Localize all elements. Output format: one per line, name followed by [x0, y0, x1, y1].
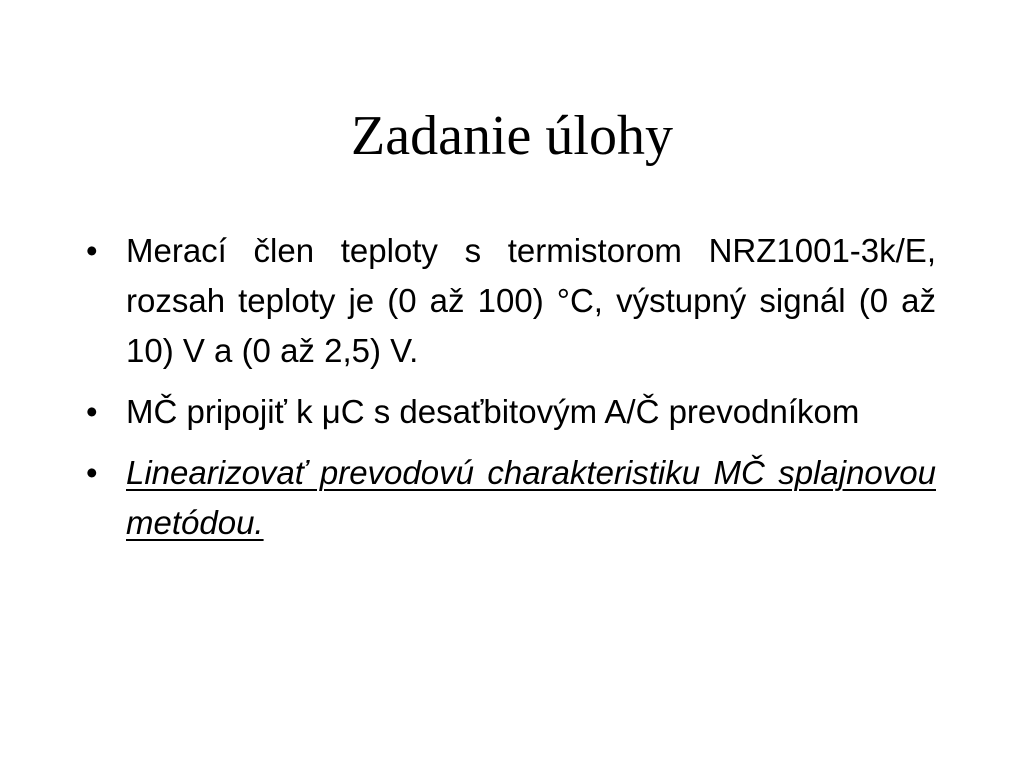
slide-title: Zadanie úlohy	[351, 105, 673, 167]
bullet-item-sensor	[86, 226, 936, 376]
bullet-list	[86, 226, 936, 548]
bullet-item-connection	[86, 387, 936, 437]
bullet-icon: •	[86, 232, 98, 269]
bullet-item-linearization	[86, 448, 936, 548]
bullet-icon: •	[86, 393, 98, 430]
bullet-text: Merací člen teploty s termistorom NRZ1001-3k/E, rozsah teploty je (0 až 100) °C, výstupný signál (0 až 10) V a (0 až 2,5) V.	[126, 232, 936, 369]
bullet-text-emphasized: Linearizovať prevodovú charakteristiku MČ splajnovou metódou.	[126, 454, 936, 541]
bullet-icon: •	[86, 454, 98, 491]
bullet-text: MČ pripojiť k μC s desaťbitovým A/Č prevodníkom	[126, 393, 860, 430]
